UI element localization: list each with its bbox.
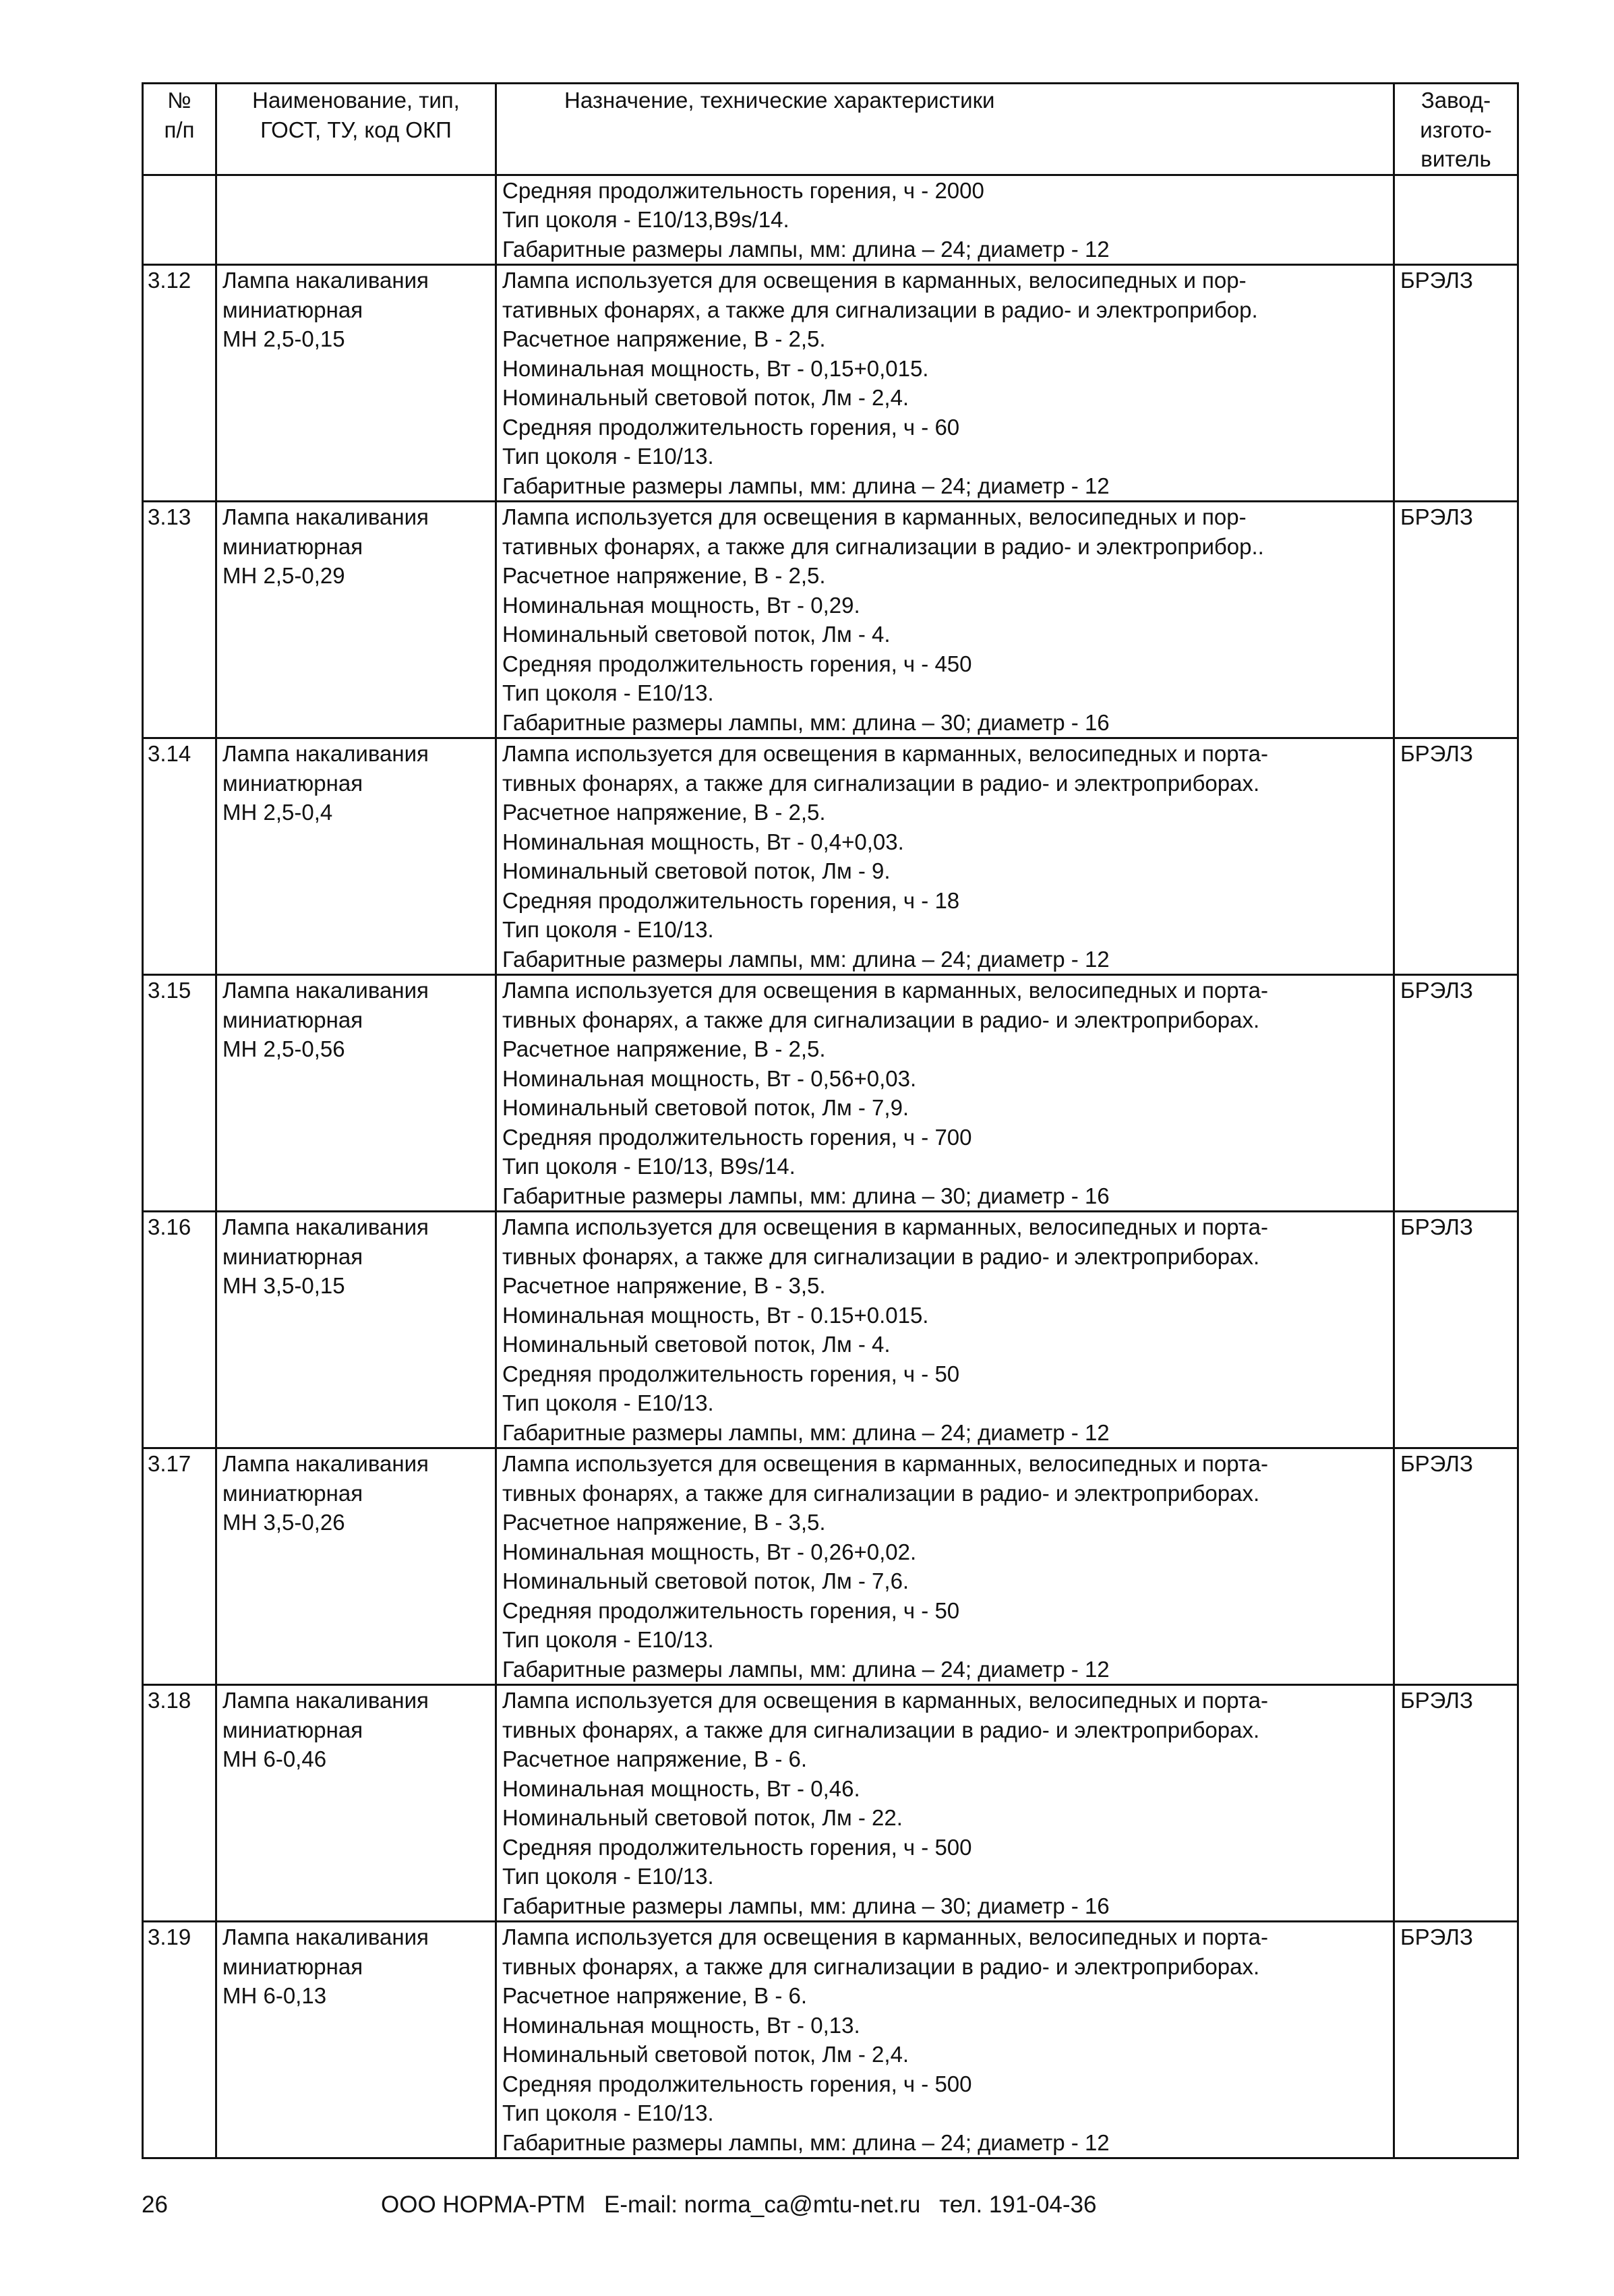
desc-line: Средняя продолжительность горения, ч - 700 — [502, 1124, 972, 1150]
desc-line: Номинальный световой поток, Лм - 2,4. — [502, 2042, 909, 2067]
cell-num: 3.15 — [143, 975, 216, 1212]
desc-line: Габаритные размеры лампы, мм: длина – 24; диаметр - 12 — [502, 473, 1110, 498]
name-line: Лампа накаливания — [222, 1214, 429, 1239]
lamp-spec-table — [142, 82, 1519, 2159]
desc-line: Тип цоколя - Е10/13. — [502, 680, 714, 705]
cell-mfr: БРЭЛЗ — [1394, 1685, 1518, 1922]
name-line: Лампа накаливания — [222, 268, 429, 293]
cell-mfr: БРЭЛЗ — [1394, 1448, 1518, 1685]
header-num-line: № — [167, 88, 191, 113]
name-line: МН 3,5-0,26 — [222, 1510, 345, 1535]
desc-line: тивных фонарях, а также для сигнализации в радио- и электроприборах. — [502, 1717, 1260, 1742]
name-line: Лампа накаливания — [222, 978, 429, 1003]
desc-line: тивных фонарях, а также для сигнализации в радио- и электроприборах. — [502, 770, 1260, 796]
table-row — [143, 975, 1518, 1212]
desc-line: Номинальный световой поток, Лм - 7,6. — [502, 1568, 909, 1593]
desc-line: Лампа используется для освещения в карманных, велосипедных и порта- — [502, 1924, 1268, 1949]
table-row — [143, 738, 1518, 975]
table-row — [143, 1212, 1518, 1448]
name-line: Лампа накаливания — [222, 504, 429, 529]
header-num-line: п/п — [164, 117, 195, 142]
cell-name — [216, 1448, 496, 1685]
desc-line: тивных фонарях, а также для сигнализации в радио- и электроприборах. — [502, 1953, 1260, 1979]
cell-mfr: БРЭЛЗ — [1394, 738, 1518, 975]
cell-mfr — [1394, 175, 1518, 265]
desc-line: Номинальная мощность, Вт - 0,4+0,03. — [502, 829, 904, 854]
desc-line: Тип цоколя - Е10/13. — [502, 1627, 714, 1652]
desc-line: Средняя продолжительность горения, ч - 50 — [502, 1361, 960, 1386]
cell-num: 3.12 — [143, 265, 216, 502]
header-name-line: ГОСТ, ТУ, код ОКП — [260, 117, 452, 142]
desc-line: Средняя продолжительность горения, ч - 2000 — [502, 177, 984, 203]
desc-line: Габаритные размеры лампы, мм: длина – 24; диаметр - 12 — [502, 1656, 1110, 1682]
cell-desc — [496, 1212, 1394, 1448]
email-text: E-mail: norma_ca@mtu-net.ru — [604, 2191, 921, 2218]
desc-line: Средняя продолжительность горения, ч - 50 — [502, 1597, 960, 1623]
desc-line: Номинальный световой поток, Лм - 2,4. — [502, 385, 909, 410]
cell-name — [216, 1212, 496, 1448]
desc-line: Тип цоколя - Е10/13. — [502, 2100, 714, 2125]
desc-line: Габаритные размеры лампы, мм: длина – 30; диаметр - 16 — [502, 1183, 1110, 1208]
desc-line: Номинальная мощность, Вт - 0,56+0,03. — [502, 1065, 917, 1091]
desc-line: Номинальный световой поток, Лм - 7,9. — [502, 1095, 909, 1120]
desc-line: Номинальный световой поток, Лм - 4. — [502, 622, 891, 647]
desc-line: Средняя продолжительность горения, ч - 450 — [502, 651, 972, 676]
header-name — [216, 84, 496, 175]
cell-num: 3.16 — [143, 1212, 216, 1448]
table-row — [143, 1448, 1518, 1685]
desc-line: Номинальный световой поток, Лм - 4. — [502, 1332, 891, 1357]
name-line: МН 3,5-0,15 — [222, 1273, 345, 1298]
name-line: миниатюрная — [222, 1243, 363, 1269]
desc-line: Габаритные размеры лампы, мм: длина – 24; диаметр - 12 — [502, 2129, 1110, 2155]
name-line: МН 6-0,13 — [222, 1983, 327, 2008]
name-line: миниатюрная — [222, 1953, 363, 1979]
desc-line: Средняя продолжительность горения, ч - 500 — [502, 2071, 972, 2096]
desc-line: Тип цоколя - Е10/13. — [502, 444, 714, 469]
desc-line: Лампа используется для освещения в карманных, велосипедных и порта- — [502, 741, 1268, 766]
table-header-row — [143, 84, 1518, 175]
name-line: Лампа накаливания — [222, 1451, 429, 1476]
cell-num: 3.17 — [143, 1448, 216, 1685]
cell-num: 3.19 — [143, 1922, 216, 2158]
desc-line: Расчетное напряжение, В - 2,5. — [502, 563, 826, 588]
cell-mfr: БРЭЛЗ — [1394, 502, 1518, 738]
cell-desc — [496, 265, 1394, 502]
desc-line: Габаритные размеры лампы, мм: длина – 24; диаметр - 12 — [502, 236, 1110, 262]
desc-line: Тип цоколя - Е10/13. — [502, 917, 714, 942]
desc-line: Расчетное напряжение, В - 2,5. — [502, 326, 826, 351]
desc-line: Номинальная мощность, Вт - 0,26+0,02. — [502, 1539, 917, 1564]
desc-line: Средняя продолжительность горения, ч - 60 — [502, 414, 960, 440]
desc-line: Средняя продолжительность горения, ч - 18 — [502, 887, 960, 913]
header-name-line: Наименование, тип, — [252, 88, 460, 113]
desc-line: Лампа используется для освещения в карманных, велосипедных и пор- — [502, 268, 1247, 293]
desc-line: Лампа используется для освещения в карманных, велосипедных и порта- — [502, 1451, 1268, 1476]
desc-line: Номинальная мощность, Вт - 0,15+0,015. — [502, 355, 929, 381]
page-number: 26 — [142, 2191, 168, 2218]
name-line: миниатюрная — [222, 533, 363, 559]
header-mfr-line: изгото- — [1420, 117, 1492, 142]
cell-desc — [496, 502, 1394, 738]
name-line: Лампа накаливания — [222, 741, 429, 766]
cell-name — [216, 265, 496, 502]
desc-line: тивных фонарях, а также для сигнализации в радио- и электроприборах. — [502, 1007, 1260, 1032]
desc-line: Номинальный световой поток, Лм - 9. — [502, 858, 891, 883]
cell-num: 3.13 — [143, 502, 216, 738]
cell-desc — [496, 975, 1394, 1212]
desc-line: Лампа используется для освещения в карманных, велосипедных и пор- — [502, 504, 1247, 529]
table-row — [143, 265, 1518, 502]
footer-contacts — [381, 2191, 1108, 2218]
header-desc-line: Назначение, технические характеристики — [564, 88, 995, 113]
desc-line: Тип цоколя - Е10/13,В9s/14. — [502, 207, 789, 232]
desc-line: тивных фонарях, а также для сигнализации в радио- и электроприборах. — [502, 1480, 1260, 1506]
desc-line: Номинальная мощность, Вт - 0,29. — [502, 592, 860, 618]
desc-line: Тип цоколя - Е10/13. — [502, 1390, 714, 1415]
cell-desc — [496, 738, 1394, 975]
desc-line: тативных фонарях, а также для сигнализации в радио- и электроприбор. — [502, 297, 1258, 322]
header-desc — [496, 84, 1394, 175]
cell-name — [216, 975, 496, 1212]
desc-line: Лампа используется для освещения в карманных, велосипедных и порта- — [502, 1688, 1268, 1713]
cell-name — [216, 502, 496, 738]
cell-num: 3.18 — [143, 1685, 216, 1922]
table-row-continuation — [143, 175, 1518, 265]
header-mfr — [1394, 84, 1518, 175]
table-row — [143, 502, 1518, 738]
company-name: ООО НОРМА-РТМ — [381, 2191, 586, 2218]
cell-mfr: БРЭЛЗ — [1394, 1212, 1518, 1448]
table-row — [143, 1922, 1518, 2158]
table-row — [143, 1685, 1518, 1922]
desc-line: Расчетное напряжение, В - 2,5. — [502, 1036, 826, 1061]
name-line: МН 6-0,46 — [222, 1746, 327, 1771]
name-line: миниатюрная — [222, 1007, 363, 1032]
desc-line: Тип цоколя - Е10/13. — [502, 1864, 714, 1889]
desc-line: тативных фонарях, а также для сигнализации в радио- и электроприбор.. — [502, 533, 1264, 559]
desc-line: Номинальная мощность, Вт - 0.15+0.015. — [502, 1302, 929, 1328]
desc-line: Расчетное напряжение, В - 6. — [502, 1746, 807, 1771]
name-line: МН 2,5-0,15 — [222, 326, 345, 351]
header-mfr-line: витель — [1421, 146, 1491, 171]
cell-desc — [496, 175, 1394, 265]
desc-line: Расчетное напряжение, В - 3,5. — [502, 1510, 826, 1535]
cell-name — [216, 738, 496, 975]
desc-line: Тип цоколя - Е10/13, В9s/14. — [502, 1154, 796, 1179]
desc-line: Расчетное напряжение, В - 6. — [502, 1983, 807, 2008]
cell-mfr: БРЭЛЗ — [1394, 265, 1518, 502]
desc-line: Габаритные размеры лампы, мм: длина – 24; диаметр - 12 — [502, 1419, 1110, 1445]
table-body — [143, 175, 1518, 2158]
name-line: МН 2,5-0,29 — [222, 563, 345, 588]
desc-line: Расчетное напряжение, В - 3,5. — [502, 1273, 826, 1298]
cell-desc — [496, 1922, 1394, 2158]
name-line: Лампа накаливания — [222, 1688, 429, 1713]
desc-line: Лампа используется для освещения в карманных, велосипедных и порта- — [502, 1214, 1268, 1239]
desc-line: Габаритные размеры лампы, мм: длина – 24; диаметр - 12 — [502, 946, 1110, 972]
desc-line: Расчетное напряжение, В - 2,5. — [502, 800, 826, 825]
desc-line: Номинальный световой поток, Лм - 22. — [502, 1805, 903, 1830]
cell-num — [143, 175, 216, 265]
name-line: миниатюрная — [222, 297, 363, 322]
phone-text: тел. 191-04-36 — [939, 2191, 1097, 2218]
desc-line: Габаритные размеры лампы, мм: длина – 30; диаметр - 16 — [502, 709, 1110, 735]
name-line: МН 2,5-0,4 — [222, 800, 333, 825]
cell-mfr: БРЭЛЗ — [1394, 1922, 1518, 2158]
desc-line: Номинальная мощность, Вт - 0,46. — [502, 1775, 860, 1801]
cell-name — [216, 1685, 496, 1922]
name-line: миниатюрная — [222, 1480, 363, 1506]
name-line: миниатюрная — [222, 1717, 363, 1742]
desc-line: Габаритные размеры лампы, мм: длина – 30; диаметр - 16 — [502, 1893, 1110, 1918]
cell-num: 3.14 — [143, 738, 216, 975]
header-num — [143, 84, 216, 175]
desc-line: Средняя продолжительность горения, ч - 500 — [502, 1834, 972, 1860]
name-line: МН 2,5-0,56 — [222, 1036, 345, 1061]
header-mfr-line: Завод- — [1421, 88, 1491, 113]
cell-mfr: БРЭЛЗ — [1394, 975, 1518, 1212]
desc-line: тивных фонарях, а также для сигнализации в радио- и электроприборах. — [502, 1243, 1260, 1269]
name-line: миниатюрная — [222, 770, 363, 796]
desc-line: Номинальная мощность, Вт - 0,13. — [502, 2012, 860, 2038]
cell-name — [216, 1922, 496, 2158]
name-line: Лампа накаливания — [222, 1924, 429, 1949]
cell-desc — [496, 1685, 1394, 1922]
desc-line: Лампа используется для освещения в карманных, велосипедных и порта- — [502, 978, 1268, 1003]
cell-desc — [496, 1448, 1394, 1685]
cell-name — [216, 175, 496, 265]
